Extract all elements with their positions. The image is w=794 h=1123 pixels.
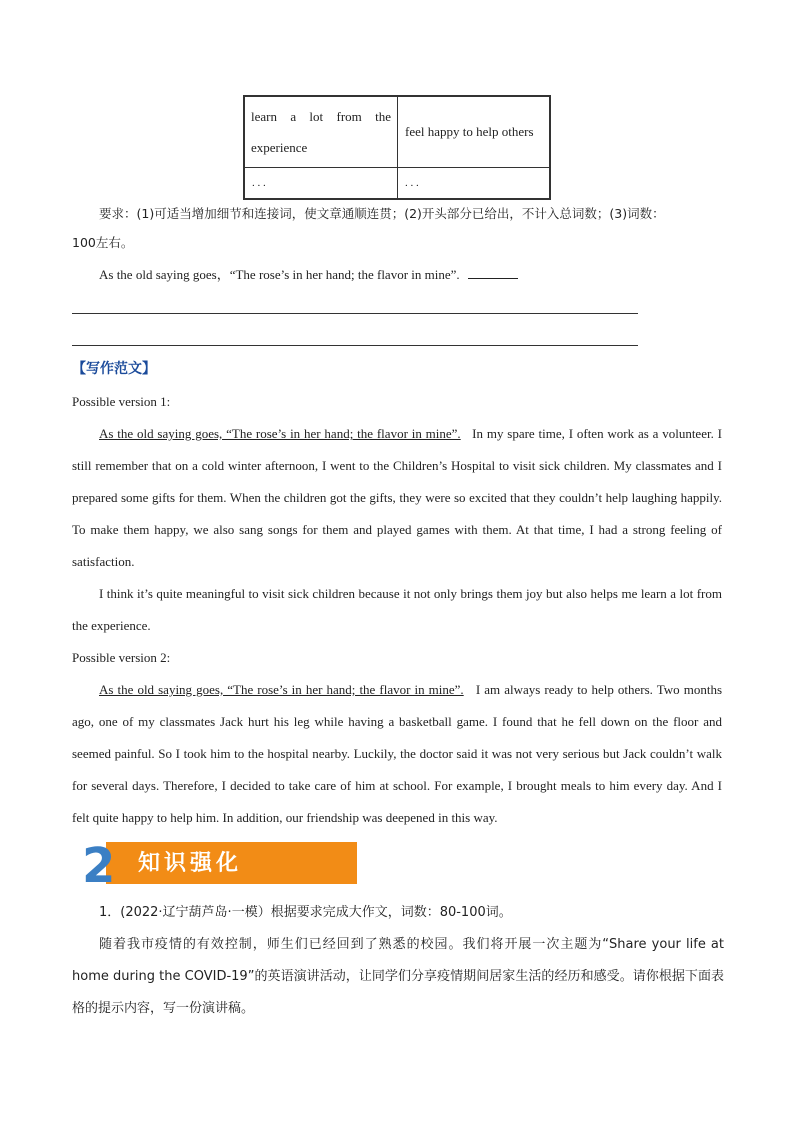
answer-blank — [468, 268, 518, 279]
underlined-opening: As the old saying goes, “The rose’s in her hand; the flavor in mine”. — [99, 426, 461, 441]
table-cell: . . . — [244, 168, 398, 200]
version-label: Possible version 2: — [72, 650, 171, 665]
version-paragraph: I think it’s quite meaningful to visit sick children because it not only brings them joy but also helps me learn a lot from the experience. — [72, 586, 722, 633]
hint-table — [243, 95, 551, 200]
section-banner — [82, 838, 282, 894]
writing-task — [72, 897, 724, 1025]
answer-line — [72, 313, 638, 314]
requirements — [72, 198, 722, 259]
task-line: 1．(2022·辽宁葫芦岛·一模）根据要求完成大作文，词数：80-100词。 — [99, 905, 512, 920]
opening-prompt — [72, 259, 722, 291]
version-label: Possible version 1: — [72, 394, 171, 409]
table-row — [244, 168, 550, 200]
sample-version-1 — [72, 386, 722, 834]
table-cell: . . . — [398, 168, 551, 200]
section-heading: 【写作范文】 — [72, 361, 156, 377]
underlined-opening: As the old saying goes, “The rose’s in her hand; the flavor in mine”. — [99, 682, 464, 697]
section-number: 2 — [82, 838, 116, 894]
section-title: 知识强化 — [138, 851, 243, 876]
table-cell: learn a lot from the experience — [244, 96, 398, 168]
table-cell: feel happy to help others — [398, 96, 551, 168]
requirements-line: 100左右。 — [72, 235, 134, 250]
version-paragraph: As the old saying goes, “The rose’s in her hand; the flavor in mine”. I am always ready to help others. Two months ago, one of my classmates Jack hurt his leg while having a basketball game. I found that he fell down on the floor and seemed painful. So I took him to the hospital nearby. Luckily, the doctor said it was not very serious but Jack couldn’t walk for several days. Therefore, I decided to take care of him at school. For example, I brought meals to him every day. And I felt quite happy to help him. In addition, our friendship was deepened in this way. — [72, 682, 723, 825]
table-row — [244, 96, 550, 168]
requirements-line: 要求：(1)可适当增加细节和连接词，使文章通顺连贯；(2)开头部分已给出，不计入总词数；(3)词数： — [99, 206, 665, 221]
task-line: 随着我市疫情的有效控制，师生们已经回到了熟悉的校园。我们将开展一次主题为“Share your life at home during the COVID-19”的英语演讲活动，让同学们分享疫情期间居家生活的经历和感受。请你根据下面表格的提示内容，写一份演讲稿。 — [72, 937, 724, 1016]
opening-sentence: As the old saying goes，“The rose’s in her hand; the flavor in mine”. — [99, 267, 460, 282]
answer-line — [72, 345, 638, 346]
version-paragraph: As the old saying goes, “The rose’s in her hand; the flavor in mine”. In my spare time, I often work as a volunteer. I still remember that on a cold winter afternoon, I went to the Children’s Hospital to visit sick children. My classmates and I prepared some gifts for them. When the children got the gifts, they were so excited that they couldn’t help laughing happily. To make them happy, we also sang songs for them and played games with them. At that time, I had a strong feeling of satisfaction. — [72, 426, 722, 569]
